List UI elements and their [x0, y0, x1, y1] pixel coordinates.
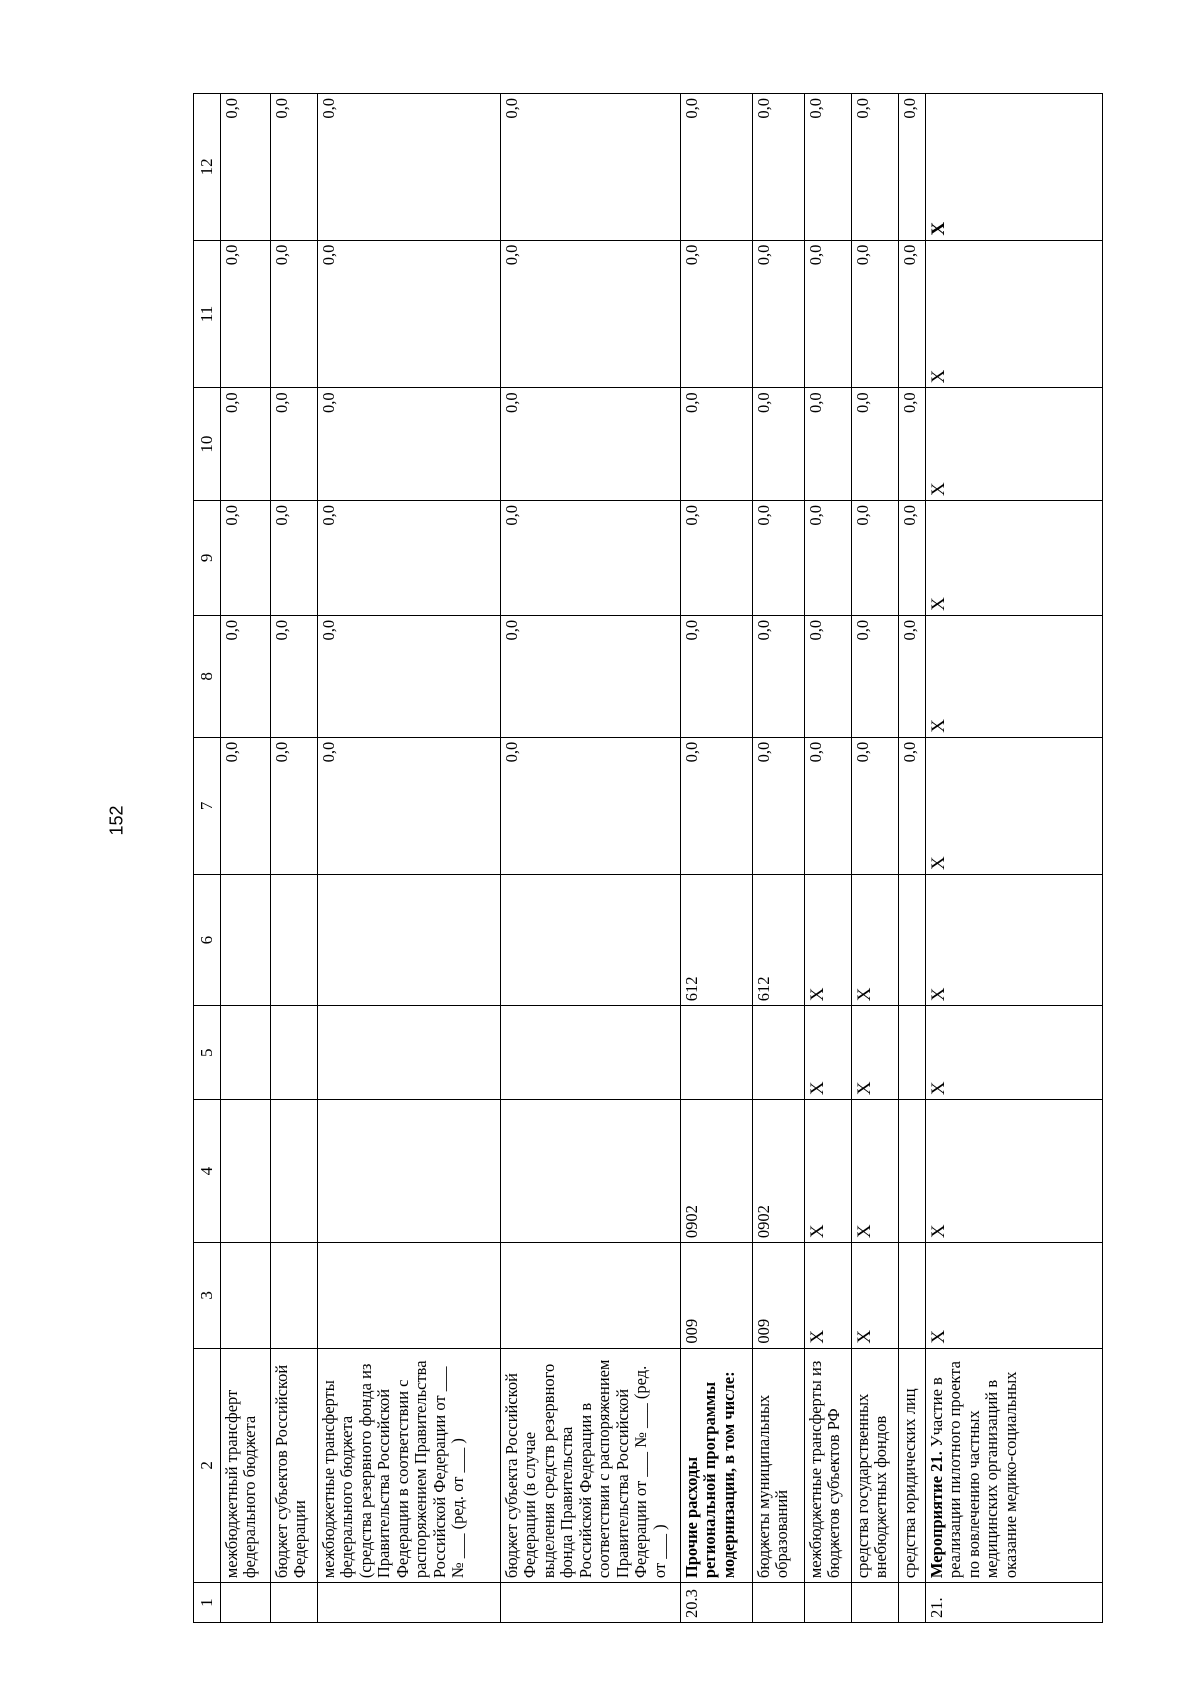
cell-col11: 0,0 — [805, 240, 852, 388]
table-row — [852, 94, 899, 1623]
cell-col11: Х — [926, 240, 1103, 388]
cell-col6 — [271, 874, 318, 1005]
cell-col12: 0,0 — [899, 94, 926, 241]
cell-col7: 0,0 — [899, 737, 926, 874]
header-cell: 12 — [194, 94, 221, 241]
header-cell: 5 — [194, 1006, 221, 1100]
cell-col12: 0,0 — [753, 94, 805, 241]
row-number — [753, 1583, 805, 1623]
row-description: межбюджетные трансферты из бюджетов субъектов РФ — [805, 1348, 852, 1583]
cell-col5 — [318, 1006, 501, 1100]
table-row — [753, 94, 805, 1623]
cell-col11: 0,0 — [852, 240, 899, 388]
header-cell: 11 — [194, 240, 221, 388]
cell-col12: 0,0 — [318, 94, 501, 241]
cell-col10: 0,0 — [852, 388, 899, 501]
cell-col6: Х — [852, 874, 899, 1005]
cell-col3 — [318, 1243, 501, 1349]
cell-col7: 0,0 — [221, 737, 271, 874]
header-cell: 8 — [194, 615, 221, 737]
row-description: бюджет субъектов Российской Федерации — [271, 1348, 318, 1583]
cell-col9: 0,0 — [221, 500, 271, 615]
cell-col12: 0,0 — [852, 94, 899, 241]
row-description: бюджеты муниципальных образований — [753, 1348, 805, 1583]
header-cell: 4 — [194, 1100, 221, 1243]
cell-col9: 0,0 — [681, 500, 753, 615]
cell-col10: 0,0 — [318, 388, 501, 501]
cell-col6: Х — [805, 874, 852, 1005]
cell-col3 — [899, 1243, 926, 1349]
row-number — [221, 1583, 271, 1623]
cell-col5 — [681, 1006, 753, 1100]
row-description — [926, 1348, 1103, 1583]
row-description: межбюджетный трансферт федерального бюджета — [221, 1348, 271, 1583]
row-number — [271, 1583, 318, 1623]
cell-col7: 0,0 — [501, 737, 681, 874]
cell-col5 — [221, 1006, 271, 1100]
cell-col9: 0,0 — [271, 500, 318, 615]
cell-col12: 0,0 — [271, 94, 318, 241]
header-cell: 9 — [194, 500, 221, 615]
cell-col4: 0902 — [681, 1100, 753, 1243]
cell-col7: 0,0 — [318, 737, 501, 874]
cell-col6 — [318, 874, 501, 1005]
cell-col3 — [271, 1243, 318, 1349]
cell-col10: 0,0 — [221, 388, 271, 501]
cell-col4: Х — [852, 1100, 899, 1243]
cell-col12: 0,0 — [501, 94, 681, 241]
cell-col12: Х — [926, 94, 1103, 241]
cell-col3: 009 — [753, 1243, 805, 1349]
cell-col11: 0,0 — [899, 240, 926, 388]
cell-col11: 0,0 — [271, 240, 318, 388]
cell-col7: Х — [926, 737, 1103, 874]
page-number: 152 — [106, 805, 127, 836]
cell-col3 — [221, 1243, 271, 1349]
cell-col5 — [501, 1006, 681, 1100]
cell-col12: 0,0 — [681, 94, 753, 241]
cell-col4: Х — [805, 1100, 852, 1243]
cell-col11: 0,0 — [501, 240, 681, 388]
cell-col4: 0902 — [753, 1100, 805, 1243]
cell-col6 — [899, 874, 926, 1005]
row-number — [501, 1583, 681, 1623]
table-row — [681, 94, 753, 1623]
header-cell: 7 — [194, 737, 221, 874]
rotated-table-container — [193, 93, 1103, 1623]
cell-col4 — [899, 1100, 926, 1243]
table-row — [221, 94, 271, 1623]
row-number — [805, 1583, 852, 1623]
cell-col10: Х — [926, 388, 1103, 501]
cell-col3: Х — [805, 1243, 852, 1349]
cell-col9: 0,0 — [805, 500, 852, 615]
cell-col4 — [271, 1100, 318, 1243]
cell-col9: 0,0 — [753, 500, 805, 615]
cell-col12: 0,0 — [805, 94, 852, 241]
cell-col9: 0,0 — [501, 500, 681, 615]
cell-col5: Х — [926, 1006, 1103, 1100]
cell-col7: 0,0 — [852, 737, 899, 874]
cell-col3: 009 — [681, 1243, 753, 1349]
cell-col6: Х — [926, 874, 1103, 1005]
cell-col7: 0,0 — [271, 737, 318, 874]
header-cell: 10 — [194, 388, 221, 501]
row-description: средства государственных внебюджетных фондов — [852, 1348, 899, 1583]
table-row — [501, 94, 681, 1623]
cell-col5 — [899, 1006, 926, 1100]
row-number — [899, 1583, 926, 1623]
cell-col10: 0,0 — [899, 388, 926, 501]
cell-col11: 0,0 — [681, 240, 753, 388]
cell-col10: 0,0 — [501, 388, 681, 501]
cell-col6: 612 — [753, 874, 805, 1005]
cell-col8: 0,0 — [852, 615, 899, 737]
cell-col4 — [221, 1100, 271, 1243]
table-row — [899, 94, 926, 1623]
cell-col3: Х — [926, 1243, 1103, 1349]
cell-col5: Х — [852, 1006, 899, 1100]
row-description-bold: Мероприятие 21. — [927, 1451, 946, 1579]
cell-col8: 0,0 — [271, 615, 318, 737]
header-cell: 3 — [194, 1243, 221, 1349]
cell-col5 — [271, 1006, 318, 1100]
cell-col4 — [318, 1100, 501, 1243]
cell-col5: Х — [805, 1006, 852, 1100]
cell-col8: 0,0 — [753, 615, 805, 737]
header-row — [194, 94, 221, 1623]
cell-col8: 0,0 — [318, 615, 501, 737]
header-cell: 6 — [194, 874, 221, 1005]
cell-col6: 612 — [681, 874, 753, 1005]
cell-col10: 0,0 — [271, 388, 318, 501]
cell-col11: 0,0 — [753, 240, 805, 388]
cell-col3 — [501, 1243, 681, 1349]
cell-col9: 0,0 — [899, 500, 926, 615]
row-number — [852, 1583, 899, 1623]
table-row — [926, 94, 1103, 1623]
header-cell: 2 — [194, 1348, 221, 1583]
cell-col8: 0,0 — [221, 615, 271, 737]
cell-col8: 0,0 — [681, 615, 753, 737]
row-description: бюджет субъекта Российской Федерации (в случае выделения средств резервного фонда Правительства Российской Федерации в соответствии с распоряжением Правительства Российской Федерации от ___ № ___ (ред. от ___ ) — [501, 1348, 681, 1583]
cell-col11: 0,0 — [221, 240, 271, 388]
header-cell: 1 — [194, 1583, 221, 1623]
cell-col7: 0,0 — [681, 737, 753, 874]
cell-col4: Х — [926, 1100, 1103, 1243]
cell-col8: 0,0 — [899, 615, 926, 737]
cell-col8: 0,0 — [805, 615, 852, 737]
budget-table — [193, 93, 1103, 1623]
table-row — [805, 94, 852, 1623]
table-row — [271, 94, 318, 1623]
cell-col8: Х — [926, 615, 1103, 737]
cell-col8: 0,0 — [501, 615, 681, 737]
cell-col10: 0,0 — [805, 388, 852, 501]
cell-col9: 0,0 — [852, 500, 899, 615]
row-description: Прочие расходы региональной программы модернизации, в том числе: — [681, 1348, 753, 1583]
cell-col9: 0,0 — [318, 500, 501, 615]
cell-col6 — [501, 874, 681, 1005]
cell-col4 — [501, 1100, 681, 1243]
row-number — [318, 1583, 501, 1623]
row-number: 21. — [926, 1583, 1103, 1623]
cell-col7: 0,0 — [805, 737, 852, 874]
cell-col7: 0,0 — [753, 737, 805, 874]
cell-col5 — [753, 1006, 805, 1100]
cell-col12: 0,0 — [221, 94, 271, 241]
cell-col11: 0,0 — [318, 240, 501, 388]
row-description: средства юридических лиц — [899, 1348, 926, 1583]
row-description-text: Участие в реализации пилотного проекта по вовлечению частных медицинских организаций в оказание медико-социальных — [927, 1361, 1020, 1579]
row-description: межбюджетные трансферты федерального бюджета (средства резервного фонда из Правительства Российской Федерации в соответствии с распоряжением Правительства Российской Федерации от ___ № ___ (ред. от ___ ) — [318, 1348, 501, 1583]
cell-col3: Х — [852, 1243, 899, 1349]
table-row — [318, 94, 501, 1623]
row-number: 20.3 — [681, 1583, 753, 1623]
cell-col9: Х — [926, 500, 1103, 615]
cell-col10: 0,0 — [753, 388, 805, 501]
cell-col10: 0,0 — [681, 388, 753, 501]
cell-col6 — [221, 874, 271, 1005]
